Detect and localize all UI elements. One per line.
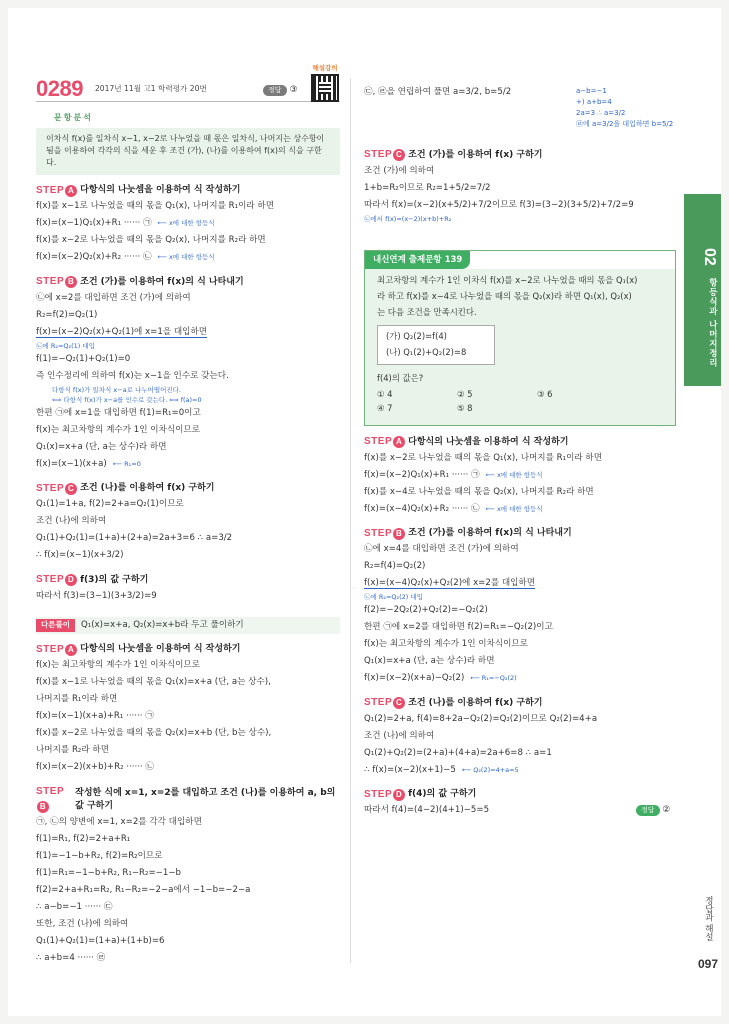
linked-problem-box bbox=[364, 250, 676, 427]
note-text: x에 대한 항등식 bbox=[496, 504, 543, 513]
note-identity: ⟵ x에 대한 항등식 bbox=[157, 219, 215, 228]
right-step-c2 bbox=[364, 696, 676, 711]
math-line: 한편 ㉠에 x=1을 대입하면 f(1)=R₁=0이고 bbox=[36, 407, 201, 418]
math-line: f(1)=−1−b+R₂, f(2)=R₂이므로 bbox=[36, 851, 163, 862]
problem-text: 라 하고 f(x)를 x−4로 나누었을 때의 몫을 Q₂(x)라 하면 Q₁(x), Q₂(x) bbox=[377, 290, 632, 301]
condition-box bbox=[377, 325, 495, 365]
note-sub: ㉡에 R₂=Q₂(1) 대입 bbox=[36, 341, 95, 350]
chapter-number: 02 bbox=[701, 248, 718, 266]
alt-step-b bbox=[36, 785, 340, 814]
math-line: f(x)를 x−2로 나누었을 때의 몫을 Q₂(x)=x+b (단, b는 상수), bbox=[36, 728, 272, 739]
step-label: STEP bbox=[364, 149, 393, 160]
calc-line: +) a+b=4 bbox=[576, 98, 612, 106]
problem-source: 2017년 11월 고1 학력평가 20번 bbox=[94, 84, 207, 93]
math-line: Q₁(x)=x+a (단, a는 상수)라 하면 bbox=[36, 441, 167, 452]
linked-problem-header: 내신연계 출제문항 139 bbox=[365, 251, 470, 269]
step-label: STEP bbox=[36, 482, 65, 494]
choice-5[interactable]: ⑤ 8 bbox=[457, 402, 473, 413]
step-b bbox=[36, 275, 340, 290]
note-text: x에 대한 항등식 bbox=[168, 253, 215, 262]
math-line bbox=[364, 575, 676, 592]
linked-problem-body bbox=[365, 269, 675, 425]
choice-1[interactable]: ① 4 bbox=[377, 388, 393, 399]
math-line: f(x)를 x−4로 나누었을 때의 몫을 Q₂(x), 나머지를 R₂라 하면 bbox=[364, 486, 594, 497]
alternate-text: Q₁(x)=x+a, Q₂(x)=x+b라 두고 풀이하기 bbox=[80, 619, 244, 630]
math-line: 조건 (나)에 의하여 bbox=[36, 516, 107, 527]
math-line bbox=[364, 762, 676, 779]
choice-2[interactable]: ② 5 bbox=[457, 388, 473, 399]
math-line: f(2)=−2Q₂(2)+Q₂(2)=−Q₂(2) bbox=[364, 605, 488, 616]
math-line: 따라서 f(3)=(3−1)(3+3/2)=9 bbox=[36, 590, 157, 601]
math-line: Q₁(1)+Q₂(1)=(1+a)+(1+b)=6 bbox=[36, 936, 165, 947]
analysis-title: 문항분석 bbox=[54, 113, 93, 122]
side-calculation bbox=[576, 86, 673, 130]
problem-text: 최고차항의 계수가 1인 이차식 f(x)를 x−2로 나누었을 때의 몫을 Q₁(x) bbox=[377, 274, 638, 285]
step-label: STEP bbox=[364, 527, 393, 539]
note-q2: ⟵ Q₂(2)=4+a=5 bbox=[461, 765, 519, 774]
qr-code[interactable] bbox=[304, 64, 346, 104]
math-line bbox=[364, 467, 676, 484]
math-line: f(2)=2+a+R₁=R₂, R₁−R₂=−2−a에서 −1−b=−2−a bbox=[36, 885, 251, 896]
math-text: f(x)=(x−1)Q₁(x)+R₁ ······ ㉠ bbox=[36, 218, 152, 229]
math-line: f(1)=R₁=−1−b+R₂, R₁−R₂=−1−b bbox=[36, 868, 181, 879]
step-label: STEP bbox=[36, 184, 65, 196]
alt-step-a bbox=[36, 643, 340, 658]
math-line: R₂=f(2)=Q₂(1) bbox=[36, 309, 98, 320]
note-r1: ⟵ R₁=−Q₂(2) bbox=[470, 674, 517, 683]
step-letter: B bbox=[393, 528, 405, 540]
step-letter: A bbox=[393, 436, 405, 448]
chapter-title: 항등식과 나머지정리 bbox=[707, 278, 718, 368]
step-title: f(4)의 값 구하기 bbox=[408, 789, 477, 800]
note-r1: ⟵ R₁=0 bbox=[112, 459, 141, 468]
step-label: STEP bbox=[364, 788, 393, 800]
step-title: f(3)의 값 구하기 bbox=[80, 574, 149, 585]
note-fact: ⟺ 다항식 f(x)가 x−a를 인수로 갖는다. ⟺ f(a)=0 bbox=[52, 395, 202, 404]
note-identity: ⟵ x에 대한 항등식 bbox=[485, 470, 543, 479]
math-line: 조건 (가)에 의하여 bbox=[364, 165, 435, 176]
qr-label: 해설강의 bbox=[312, 64, 338, 72]
math-line bbox=[364, 670, 676, 687]
condition-b: (나) Q₁(2)+Q₂(2)=8 bbox=[386, 346, 467, 357]
math-line: f(1)=−Q₂(1)+Q₂(1)=0 bbox=[36, 353, 131, 364]
note-text: x에 대한 항등식 bbox=[496, 470, 543, 479]
right-column bbox=[364, 84, 676, 819]
math-line: ∴ a+b=4 ······ ㉣ bbox=[36, 953, 106, 964]
math-line: 한편 ㉠에 x=2를 대입하면 f(2)=R₁=−Q₂(2)이고 bbox=[364, 622, 553, 633]
step-a bbox=[36, 184, 340, 199]
answer-value: ③ bbox=[289, 85, 298, 95]
answer-label: 정답 bbox=[263, 85, 287, 96]
note-identity: ⟵ x에 대한 항등식 bbox=[485, 504, 543, 513]
problem-header bbox=[36, 64, 340, 102]
math-line: 나머지를 R₂라 하면 bbox=[36, 745, 109, 756]
math-line: f(x)는 최고차항의 계수가 1인 이차식이므로 bbox=[364, 639, 529, 650]
math-line: f(x)=(x−2)(x+b)+R₂ ······ ㉡ bbox=[36, 762, 154, 773]
step-title: 조건 (나)를 이용하여 f(x) 구하기 bbox=[80, 483, 215, 494]
condition-a: (가) Q₂(2)=f(4) bbox=[386, 330, 447, 341]
step-letter: D bbox=[65, 574, 77, 586]
note-text: Q₂(2)=4+a=5 bbox=[473, 765, 519, 774]
step-title: 다항식의 나눗셈을 이용하여 식 작성하기 bbox=[80, 185, 241, 196]
math-line bbox=[36, 249, 340, 266]
question-text: f(4)의 값은? bbox=[377, 372, 424, 383]
math-text: f(x)=(x−2)Q₂(x)+Q₂(1)에 x=1을 대입하면 bbox=[36, 326, 208, 337]
calc-line: a−b=−1 bbox=[576, 87, 607, 95]
math-line bbox=[364, 802, 676, 819]
step-label: STEP bbox=[364, 697, 393, 709]
choice-3[interactable]: ③ 6 bbox=[537, 388, 553, 399]
math-text: f(x)=(x−4)Q₂(x)+R₂ ······ ㉡ bbox=[364, 503, 480, 514]
note-text: x에 대한 항등식 bbox=[168, 219, 215, 228]
math-line: 따라서 f(x)=(x−2)(x+5/2)+7/2이므로 f(3)=(3−2)(3+5/2)+7/2=9 bbox=[364, 199, 634, 210]
note-text: R₁=0 bbox=[124, 459, 141, 468]
step-label: STEP bbox=[36, 276, 65, 288]
step-letter: A bbox=[65, 644, 77, 656]
step-letter: B bbox=[37, 801, 49, 813]
step-label: STEP bbox=[36, 574, 65, 586]
right-step-a bbox=[364, 435, 676, 450]
math-line: R₂=f(4)=Q₂(2) bbox=[364, 561, 426, 572]
section-footer: 정답과 해설 bbox=[703, 896, 714, 942]
step-label: STEP bbox=[36, 786, 65, 798]
step-title: 조건 (나)를 이용하여 f(x) 구하기 bbox=[408, 697, 543, 708]
math-line: ㉠, ㉡의 양변에 x=1, x=2를 각각 대입하면 bbox=[36, 817, 202, 828]
step-title: 작성한 식에 x=1, x=2를 대입하고 조건 (나)를 이용하여 a, b의 값 구하기 bbox=[75, 787, 336, 811]
math-line: f(x)=(x−1)(x+a)+R₁ ······ ㉠ bbox=[36, 711, 154, 722]
note-sub: ㉡에서 f(x)=(x−2)(x+b)+R₂ bbox=[364, 214, 452, 223]
math-line: 또한, 조건 (나)에 의하여 bbox=[36, 919, 129, 930]
math-line: ㉡에 x=4를 대입하면 조건 (가)에 의하여 bbox=[364, 544, 519, 555]
step-title: 조건 (가)를 이용하여 f(x)의 식 나타내기 bbox=[80, 276, 244, 287]
step-letter: C bbox=[393, 697, 405, 709]
step-letter: D bbox=[393, 789, 405, 801]
problem-text: 는 다음 조건을 만족시킨다. bbox=[377, 306, 477, 317]
math-text: f(x)=(x−2)(x+a)−Q₂(2) bbox=[364, 673, 465, 684]
math-text: 따라서 f(4)=(4−2)(4+1)−5=5 bbox=[364, 805, 490, 816]
math-line: 즉 인수정리에 의하여 f(x)는 x−1을 인수로 갖는다. bbox=[36, 370, 229, 381]
answer-badge bbox=[263, 84, 298, 97]
math-line: Q₁(2)+Q₂(2)=(2+a)+(4+a)=2a+6=8 ∴ a=1 bbox=[364, 747, 552, 758]
note-sub: ㉡에 R₂=Q₂(2) 대입 bbox=[364, 593, 423, 602]
math-text: f(x)=(x−2)Q₂(x)+R₂ ······ ㉡ bbox=[36, 252, 152, 263]
math-line bbox=[36, 456, 340, 473]
math-line: ㉢, ㉣을 연립하여 풀면 a=3/2, b=5/2 bbox=[364, 87, 512, 97]
math-line bbox=[364, 501, 676, 518]
alternate-tag: 다른풀이 bbox=[36, 619, 75, 632]
step-title: 다항식의 나눗셈을 이용하여 식 작성하기 bbox=[80, 644, 241, 655]
math-line: 조건 (나)에 의하여 bbox=[364, 730, 435, 741]
note-identity: ⟵ x에 대한 항등식 bbox=[157, 253, 215, 262]
choices bbox=[377, 387, 663, 416]
math-text: f(x)=(x−2)Q₁(x)+R₁ ······ ㉠ bbox=[364, 469, 480, 480]
column-divider bbox=[350, 78, 351, 963]
alternate-solution-bar bbox=[36, 617, 340, 634]
math-line: Q₁(2)=2+a, f(4)=8+2a−Q₂(2)=Q₂(2)이므로 Q₂(2)=4+a bbox=[364, 713, 598, 724]
analysis-box: 이차식 f(x)를 일차식 x−1, x−2로 나누었을 때 몫은 일차식, 나머지는 상수항이 됨을 이용하여 각각의 식을 세운 후 조건 (가), (나)를 이용하여 f(x)의 식을 구한다. bbox=[36, 128, 340, 175]
math-line: f(x)를 x−1로 나누었을 때의 몫을 Q₁(x), 나머지를 R₁이라 하면 bbox=[36, 201, 275, 212]
step-d bbox=[36, 573, 340, 588]
step-letter: C bbox=[393, 149, 405, 161]
math-line: Q₁(x)=x+a (단, a는 상수)라 하면 bbox=[364, 656, 495, 667]
right-step-c bbox=[364, 148, 676, 163]
page bbox=[8, 8, 721, 1016]
math-text: ∴ f(x)=(x−2)(x+1)−5 bbox=[364, 764, 456, 775]
math-line: f(x)는 최고차항의 계수가 1인 이차식이므로 bbox=[36, 660, 201, 671]
step-label: STEP bbox=[364, 436, 393, 448]
math-line: f(x)를 x−1로 나누었을 때의 몫을 Q₁(x)=x+a (단, a는 상수), bbox=[36, 677, 271, 688]
math-line: f(x)를 x−2로 나누었을 때의 몫을 Q₁(x), 나머지를 R₁이라 하면 bbox=[364, 452, 603, 463]
note-text: R₁=−Q₂(2) bbox=[481, 674, 517, 683]
step-label: STEP bbox=[36, 643, 65, 655]
math-line: Q₁(1)=1+a, f(2)=2+a=Q₂(1)이므로 bbox=[36, 499, 184, 510]
math-text: f(x)=(x−1)(x+a) bbox=[36, 458, 107, 469]
qr-icon bbox=[311, 74, 339, 102]
step-title: 다항식의 나눗셈을 이용하여 식 작성하기 bbox=[408, 436, 569, 447]
math-line: ∴ f(x)=(x−1)(x+3/2) bbox=[36, 550, 124, 561]
step-letter: A bbox=[65, 185, 77, 197]
left-column bbox=[36, 64, 340, 967]
math-line: ㉡에 x=2를 대입하면 조건 (가)에 의하여 bbox=[36, 292, 191, 303]
math-line bbox=[36, 215, 340, 232]
math-line: f(x)를 x−2로 나누었을 때의 몫을 Q₂(x), 나머지를 R₂라 하면 bbox=[36, 235, 266, 246]
step-title: 조건 (가)를 이용하여 f(x) 구하기 bbox=[408, 149, 543, 160]
final-answer-badge bbox=[636, 802, 670, 819]
math-line: 1+b=R₂이므로 R₂=1+5/2=7/2 bbox=[364, 182, 491, 193]
right-step-b bbox=[364, 527, 676, 542]
math-line bbox=[36, 324, 340, 341]
page-number: 097 bbox=[698, 957, 719, 971]
step-title: 조건 (가)를 이용하여 f(x)의 식 나타내기 bbox=[408, 528, 572, 539]
choice-4[interactable]: ④ 7 bbox=[377, 402, 393, 413]
math-line: 나머지를 R₁이라 하면 bbox=[36, 694, 118, 705]
math-line: f(x)는 최고차항의 계수가 1인 이차식이므로 bbox=[36, 424, 201, 435]
step-c bbox=[36, 482, 340, 497]
step-letter: C bbox=[65, 483, 77, 495]
math-line: Q₁(1)+Q₂(1)=(1+a)+(2+a)=2a+3=6 ∴ a=3/2 bbox=[36, 533, 233, 544]
answer-label: 정답 bbox=[636, 805, 660, 816]
calc-line: 2a=3 ∴ a=3/2 bbox=[576, 109, 626, 117]
answer-value: ② bbox=[662, 805, 671, 816]
math-line: ∴ a−b=−1 ······ ㉢ bbox=[36, 902, 113, 913]
problem-number: 0289 bbox=[36, 75, 83, 101]
note-fact: 다항식 f(x)가 일차식 x−a로 나누어떨어진다. bbox=[52, 385, 181, 394]
math-line: f(1)=R₁, f(2)=2+a+R₁ bbox=[36, 834, 131, 845]
math-text: f(x)=(x−4)Q₂(x)+Q₂(2)에 x=2를 대입하면 bbox=[364, 578, 536, 589]
calc-line: ㉣에 a=3/2을 대입하면 b=5/2 bbox=[576, 120, 674, 128]
step-letter: B bbox=[65, 276, 77, 288]
right-step-d bbox=[364, 788, 676, 803]
